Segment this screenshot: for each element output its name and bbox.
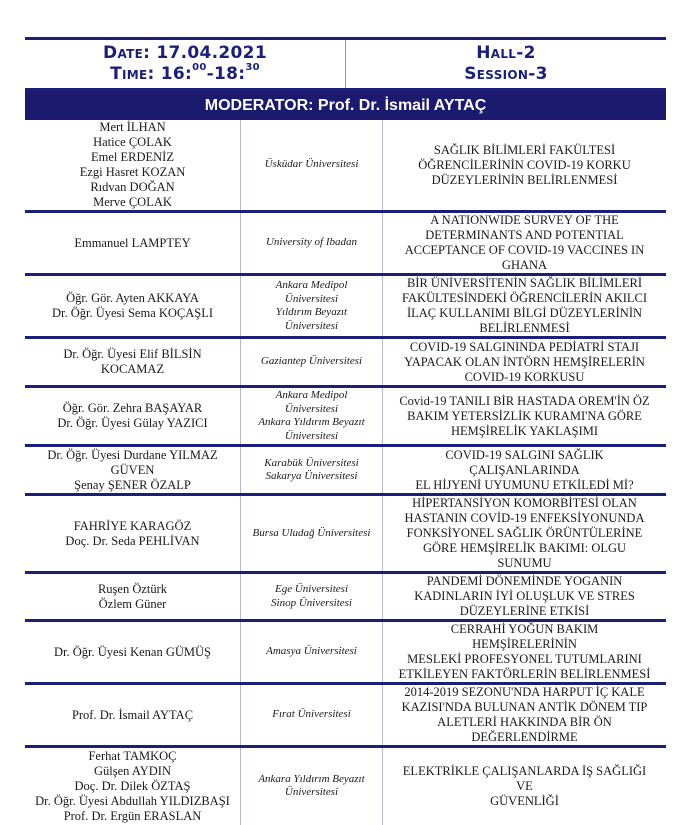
presentation-row xyxy=(25,621,666,684)
author-name: Merve ÇOLAK xyxy=(93,195,172,209)
institution-name: Fırat Üniversitesi xyxy=(272,708,351,721)
author-name: Emel ERDENİZ xyxy=(91,150,174,164)
presentations-table xyxy=(25,120,666,825)
institution-cell xyxy=(241,747,383,825)
session-header xyxy=(25,37,666,91)
title-line: BİR ÜNİVERSİTENİN SAĞLIK BİLİMLERİ xyxy=(406,276,643,290)
title-line: BAKIM YETERSİZLİK KURAMI'NA GÖRE xyxy=(407,408,642,423)
institution-name: Yıldırım Beyazıt xyxy=(275,306,348,318)
title-line: DEĞERLENDİRME xyxy=(471,730,578,744)
title-line: ELEKTRİKLE ÇALIŞANLARDA İŞ SAĞLIĞI VE xyxy=(402,763,647,793)
title-cell xyxy=(383,573,667,621)
author-name: Dr. Öğr. Üyesi Sema KOÇAŞLI xyxy=(51,306,214,320)
author-name: Emmanuel LAMPTEY xyxy=(74,235,191,250)
title-line: PANDEMİ DÖNEMİNDE YOGANIN xyxy=(426,574,623,588)
institution-name: Ankara Medipol xyxy=(275,389,348,401)
authors-cell xyxy=(25,747,241,825)
title-line: ETKİLEYEN FAKTÖRLERİN BELİRLENMESİ xyxy=(398,667,651,681)
author-name: Dr. Öğr. Üyesi Gülay YAZICI xyxy=(57,416,208,430)
author-name: Dr. Öğr. Üyesi Elif BİLSİN xyxy=(63,347,202,361)
author-name: Dr. Öğr. Üyesi Durdane YILMAZ xyxy=(47,447,218,462)
session-date: Date: 17.04.2021 xyxy=(103,43,267,63)
institution-name: Üsküdar Üniversitesi xyxy=(264,158,359,171)
institution-name: Sinop Üniversitesi xyxy=(271,596,352,609)
title-line: GHANA xyxy=(501,258,548,272)
author-name: Doç. Dr. Dilek ÖZTAŞ xyxy=(74,778,191,793)
title-line: HEMŞİRELİK YAKLAŞIMI xyxy=(450,423,599,438)
author-name: KOCAMAZ xyxy=(100,362,165,376)
session-time: Time: 16:$^{00}$-18:$^{30}$ xyxy=(110,62,260,84)
session-label: Session-3 xyxy=(464,64,548,84)
title-cell xyxy=(383,621,667,684)
institution-cell xyxy=(241,387,383,446)
title-line: İLAÇ KULLANIMI BİLGİ DÜZEYLERİNİN xyxy=(406,306,643,320)
institution-cell xyxy=(241,275,383,338)
title-line: DETERMINANTS AND POTENTIAL xyxy=(425,228,624,242)
title-line: HASTANIN COVİD-19 ENFEKSİYONUNDA xyxy=(404,511,645,525)
institution-name: Ankara Yıldırım Beyazıt xyxy=(258,416,365,428)
session-schedule xyxy=(25,37,666,825)
title-line: ALETLERİ HAKKINDA BİR ÖN xyxy=(437,715,612,729)
title-line: Covid-19 TANILI BİR HASTADA OREM'İN ÖZ xyxy=(399,393,650,408)
presentation-row xyxy=(25,338,666,387)
institution-name: Bursa Uludağ Üniversitesi xyxy=(252,526,371,539)
author-name: Prof. Dr. İsmail AYTAÇ xyxy=(71,707,194,722)
title-cell xyxy=(383,684,667,747)
presentation-row xyxy=(25,573,666,621)
institution-cell xyxy=(241,446,383,495)
title-line: FAKÜLTESİNDEKİ ÖĞRENCİLERİN AKILCI xyxy=(401,291,648,305)
author-name: Ruşen Öztürk xyxy=(97,581,168,596)
author-name: Öğr. Gör. Zehra BAŞAYAR xyxy=(62,401,203,415)
title-cell xyxy=(383,387,667,446)
title-line: COVID-19 KORKUSU xyxy=(464,369,585,384)
author-name: Prof. Dr. Ergün ERASLAN xyxy=(63,808,202,823)
title-line: EL HİJYENİ UYUMUNU ETKİLEDİ Mİ? xyxy=(415,477,634,492)
title-line: GÜVENLİĞİ xyxy=(490,793,559,808)
title-cell xyxy=(383,495,667,573)
author-name: Dr. Öğr. Üyesi Kenan GÜMÜŞ xyxy=(54,644,211,659)
institution-cell xyxy=(241,338,383,387)
institution-cell xyxy=(241,495,383,573)
title-line: KADINLARIN İYİ OLUŞLUK VE STRES xyxy=(414,589,635,603)
presentation-row xyxy=(25,684,666,747)
title-line: CERRAHİ YOĞUN BAKIM HEMŞİRELERİNİN xyxy=(450,622,599,651)
title-line: ACCEPTANCE OF COVID-19 VACCINES IN xyxy=(404,243,645,257)
title-cell xyxy=(383,747,667,825)
presentation-row xyxy=(25,387,666,446)
institution-name: Sakarya Üniversitesi xyxy=(265,470,358,482)
institution-name: Gaziantep Üniversitesi xyxy=(260,355,363,368)
institution-cell xyxy=(241,120,383,212)
institution-name: Üniversitesi xyxy=(284,786,339,799)
title-line: KAZISI'NDA BULUNAN ANTİK DÖNEM TIP xyxy=(401,700,648,714)
author-name: Özlem Güner xyxy=(98,596,167,611)
author-name: Hatice ÇOLAK xyxy=(93,135,172,149)
institution-cell xyxy=(241,684,383,747)
title-line: YAPACAK OLAN İNTÖRN HEMŞİRELERİN xyxy=(404,354,645,369)
title-line: ÖĞRENCİLERİNİN COVID-19 KORKU xyxy=(418,157,631,172)
title-line: GÖRE HEMŞİRELİK BAKIMI: OLGU SUNUMU xyxy=(422,541,627,570)
institution-name: Ege Üniversitesi xyxy=(274,583,348,595)
institution-name: Amasya Üniversitesi xyxy=(266,645,357,658)
presentation-row xyxy=(25,495,666,573)
authors-cell xyxy=(25,338,241,387)
title-line: MESLEKİ PROFESYONEL TUTUMLARINI xyxy=(407,652,642,666)
presentation-row xyxy=(25,747,666,825)
authors-cell xyxy=(25,573,241,621)
author-name: Mert İLHAN xyxy=(99,120,166,134)
presentation-row xyxy=(25,120,666,212)
presentation-row xyxy=(25,275,666,338)
authors-cell xyxy=(25,212,241,275)
presentation-row xyxy=(25,212,666,275)
authors-cell xyxy=(25,621,241,684)
title-cell xyxy=(383,275,667,338)
authors-cell xyxy=(25,120,241,212)
title-cell xyxy=(383,212,667,275)
title-cell xyxy=(383,446,667,495)
author-name: Doç. Dr. Seda PEHLİVAN xyxy=(65,533,200,548)
author-name: Gülşen AYDIN xyxy=(94,763,171,778)
presentation-row xyxy=(25,446,666,495)
title-line: COVID-19 SALGININDA PEDİATRİ STAJI xyxy=(409,339,640,354)
institution-name: Ankara Yıldırım Beyazıt xyxy=(258,772,365,785)
author-name: Ezgi Hasret KOZAN xyxy=(79,165,186,179)
author-name: Ferhat TAMKOÇ xyxy=(88,748,177,763)
hall-label: Hall-2 xyxy=(476,43,536,63)
author-name: Öğr. Gör. Ayten AKKAYA xyxy=(66,291,199,305)
authors-cell xyxy=(25,446,241,495)
institution-cell xyxy=(241,573,383,621)
title-cell xyxy=(383,120,667,212)
title-line: FONKSİYONEL SAĞLIK ÖRÜNTÜLERİNE xyxy=(406,526,643,540)
authors-cell xyxy=(25,387,241,446)
moderator-banner: MODERATOR: Prof. Dr. İsmail AYTAÇ xyxy=(25,91,666,120)
title-line: DÜZEYLERİNİN BELİRLENMESİ xyxy=(431,172,618,187)
institution-name: Üniversitesi xyxy=(284,429,339,442)
title-line: DÜZEYLERİNE ETKİSİ xyxy=(459,604,590,618)
institution-cell xyxy=(241,621,383,684)
author-name: Dr. Öğr. Üyesi Abdullah YILDIZBAŞI xyxy=(35,793,230,808)
hall-session-block xyxy=(346,40,666,88)
authors-cell xyxy=(25,495,241,573)
title-line: BELİRLENMESİ xyxy=(479,321,570,335)
institution-name: University of Ibadan xyxy=(265,236,358,249)
institution-cell xyxy=(241,212,383,275)
title-line: COVID-19 SALGINI SAĞLIK ÇALIŞANLARINDA xyxy=(445,447,604,477)
institution-name: Üniversitesi xyxy=(284,292,339,305)
institution-name: Üniversitesi xyxy=(284,319,339,332)
authors-cell xyxy=(25,684,241,747)
author-name: Şenay ŞENER ÖZALP xyxy=(74,477,191,492)
title-line: A NATIONWIDE SURVEY OF THE xyxy=(430,213,619,227)
institution-name: Üniversitesi xyxy=(284,402,339,415)
author-name: GÜVEN xyxy=(110,462,155,477)
title-cell xyxy=(383,338,667,387)
authors-cell xyxy=(25,275,241,338)
author-name: FAHRİYE KARAGÖZ xyxy=(73,518,192,533)
date-time-block xyxy=(25,40,346,88)
institution-name: Ankara Medipol xyxy=(275,279,348,291)
institution-name: Karabük Üniversitesi xyxy=(264,456,359,469)
title-line: HİPERTANSİYON KOMORBİTESİ OLAN xyxy=(412,496,637,510)
author-name: Rıdvan DOĞAN xyxy=(90,180,175,194)
title-line: 2014-2019 SEZONU'NDA HARPUT İÇ KALE xyxy=(404,685,645,699)
title-line: SAĞLIK BİLİMLERİ FAKÜLTESİ xyxy=(433,142,616,157)
